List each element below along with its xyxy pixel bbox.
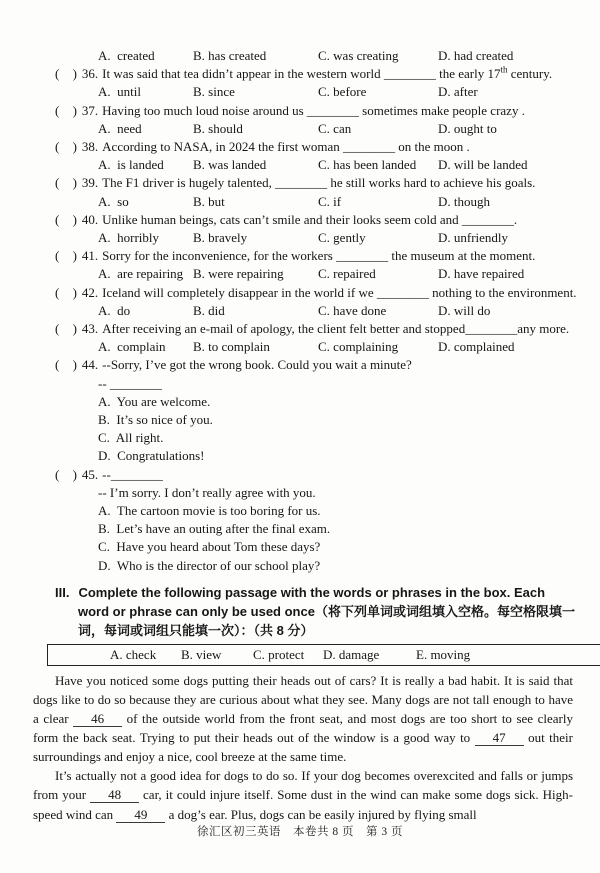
option-cell: B. was landed [193, 157, 267, 173]
question-line [55, 356, 580, 374]
blank-47: 47 [475, 730, 524, 746]
option-cell: C. complaining [318, 339, 399, 355]
answer-bracket: ( ) [55, 321, 77, 337]
option-cell: D. unfriendly [438, 230, 509, 246]
word-bank-item: E. moving [416, 646, 471, 662]
superscript: th [500, 64, 508, 75]
options-row [98, 47, 580, 65]
option-cell: B. bravely [193, 230, 248, 246]
question-text: After receiving an e-mail of apology, the client felt better and stopped________any more. [102, 321, 570, 337]
blank-48: 48 [90, 787, 139, 803]
options-row [98, 265, 580, 283]
section-3-heading-en: Complete the following passage with the words or phrases in the box. Each word or phrase can only be used once [78, 584, 546, 619]
question-number: 36. [81, 66, 99, 82]
question-line [55, 466, 580, 484]
question-text: It was said that tea didn’t appear in the western world ________ the early 17th century. [102, 64, 553, 82]
response-option-line: D. Congratulations! [98, 448, 205, 464]
response-option-line: -- I’m sorry. I don’t really agree with you. [98, 484, 316, 500]
question-text: According to NASA, in 2024 the first woman ________ on the moon . [102, 139, 470, 155]
option-cell: C. gently [318, 230, 366, 246]
question-number: 40. [81, 211, 99, 227]
question-line [55, 320, 580, 338]
passage-paragraph: Have you noticed some dogs putting their heads out of cars? It is really a bad habit. It is said that dogs like to do so because they are curious about what they see. Many dogs are not tall enough to have a clear 46 of the outside world from the front seat, and most dogs are too short to see clearly form the back seat. Trying to put their heads out of the window is a good way to 47 out their surroundings and enjoy a nice, cool breeze at the same time. [33, 672, 573, 765]
option-cell: A. so [98, 193, 129, 209]
options-row [98, 83, 580, 101]
option-cell: C. can [318, 120, 352, 136]
options-row [98, 338, 580, 356]
section-3-heading [55, 583, 575, 640]
blank-49: 49 [116, 807, 165, 823]
answer-bracket: ( ) [55, 139, 77, 155]
option-cell: D. will do [438, 302, 491, 318]
word-bank-item: C. protect [253, 646, 305, 662]
answer-bracket: ( ) [55, 175, 77, 191]
response-option-line: A. The cartoon movie is too boring for us. [98, 503, 321, 519]
answer-bracket: ( ) [55, 284, 77, 300]
question-line [55, 102, 580, 120]
option-cell: C. has been landed [318, 157, 417, 173]
option-cell: A. until [98, 84, 141, 100]
option-cell: D. though [438, 193, 490, 209]
option-cell: D. after [438, 84, 478, 100]
option-cell: C. have done [318, 302, 387, 318]
answer-bracket: ( ) [55, 357, 77, 373]
question-number: 37. [81, 102, 99, 118]
option-cell: B. but [193, 193, 225, 209]
question-line [55, 247, 580, 265]
answer-bracket: ( ) [55, 66, 77, 82]
option-cell: A. horribly [98, 230, 160, 246]
section-3-heading-zh: （将下列单词或词组填入空格。每空格限填一词，每词或词组只能填一次）：（共 8 分） [78, 603, 575, 638]
response-option-line: C. Have you heard about Tom these days? [98, 539, 321, 555]
option-cell: D. have repaired [438, 266, 525, 282]
response-option-line: B. It’s so nice of you. [98, 412, 213, 428]
word-bank-item: A. check [110, 646, 157, 662]
option-cell: A. complain [98, 339, 166, 355]
word-bank-item: B. view [181, 646, 222, 662]
option-cell: D. complained [438, 339, 515, 355]
options-row [98, 229, 580, 247]
response-option-line: A. You are welcome. [98, 393, 211, 409]
question-text: Having too much loud noise around us ________ sometimes make people crazy . [102, 102, 525, 118]
question-text: Iceland will completely disappear in the world if we ________ nothing to the environment. [102, 284, 577, 300]
question-text: Sorry for the inconvenience, for the workers ________ the museum at the moment. [102, 248, 536, 264]
options-row [98, 193, 580, 211]
option-cell: A. is landed [98, 157, 164, 173]
question-number: 43. [81, 321, 99, 337]
answer-bracket: ( ) [55, 211, 77, 227]
question-number: 42. [81, 284, 99, 300]
mcq-section [55, 0, 580, 575]
word-bank-item: D. damage [323, 646, 380, 662]
question-line [55, 65, 580, 83]
answer-bracket: ( ) [55, 248, 77, 264]
option-cell: B. should [193, 120, 243, 136]
answer-bracket: ( ) [55, 466, 77, 482]
question-text: The F1 driver is hugely talented, ________ he still works hard to achieve his goals. [102, 175, 536, 191]
option-cell: A. are repairing [98, 266, 184, 282]
question-number: 38. [81, 139, 99, 155]
options-row [98, 302, 580, 320]
options-row [98, 156, 580, 174]
question-line [55, 211, 580, 229]
option-cell: B. were repairing [193, 266, 284, 282]
question-line [55, 174, 580, 192]
question-line [55, 284, 580, 302]
passage-paragraph: It’s actually not a good idea for dogs to do so. If your dog becomes overexcited and falls or jumps from your 48 car, it could injure itself. Some dust in the wind can make some dogs sick. High-speed wind can 49 a dog’s ear. Plus, dogs can be easily injured by flying small [33, 768, 573, 822]
word-bank-box [47, 644, 600, 666]
option-cell: B. since [193, 84, 235, 100]
option-cell: C. repaired [318, 266, 376, 282]
section-3-label: III. [55, 584, 70, 600]
question-text: Unlike human beings, cats can’t smile and their looks seem cold and ________. [102, 211, 518, 227]
option-cell: B. to complain [193, 339, 270, 355]
response-option-line: -- ________ [98, 375, 162, 391]
page-footer: 徐汇区初三英语 本卷共 8 页 第 3 页 [197, 826, 403, 838]
question-line [55, 138, 580, 156]
option-cell: A. do [98, 302, 131, 318]
option-cell: D. will be landed [438, 157, 528, 173]
option-cell: A. need [98, 120, 142, 136]
section-3 [33, 583, 575, 824]
option-cell: C. was creating [318, 48, 399, 63]
option-cell: D. ought to [438, 120, 497, 136]
blank-46: 46 [73, 711, 122, 727]
question-number: 41. [81, 248, 99, 264]
option-cell: B. has created [193, 48, 267, 63]
options-row [98, 120, 580, 138]
option-cell: C. if [318, 193, 342, 209]
question-text: --Sorry, I’ve got the wrong book. Could you wait a minute? [102, 357, 412, 373]
question-text: --________ [102, 466, 163, 482]
question-number: 44. [81, 357, 99, 373]
answer-bracket: ( ) [55, 102, 77, 118]
response-option-line: C. All right. [98, 430, 164, 446]
response-option-line: B. Let’s have an outing after the final exam. [98, 521, 331, 537]
passage [33, 671, 573, 824]
response-option-line: D. Who is the director of our school play? [98, 557, 321, 573]
question-number: 45. [81, 466, 99, 482]
option-cell: C. before [318, 84, 367, 100]
option-cell: D. had created [438, 48, 514, 63]
option-cell: B. did [193, 302, 225, 318]
option-cell: A. created [98, 48, 155, 63]
question-number: 39. [81, 175, 99, 191]
